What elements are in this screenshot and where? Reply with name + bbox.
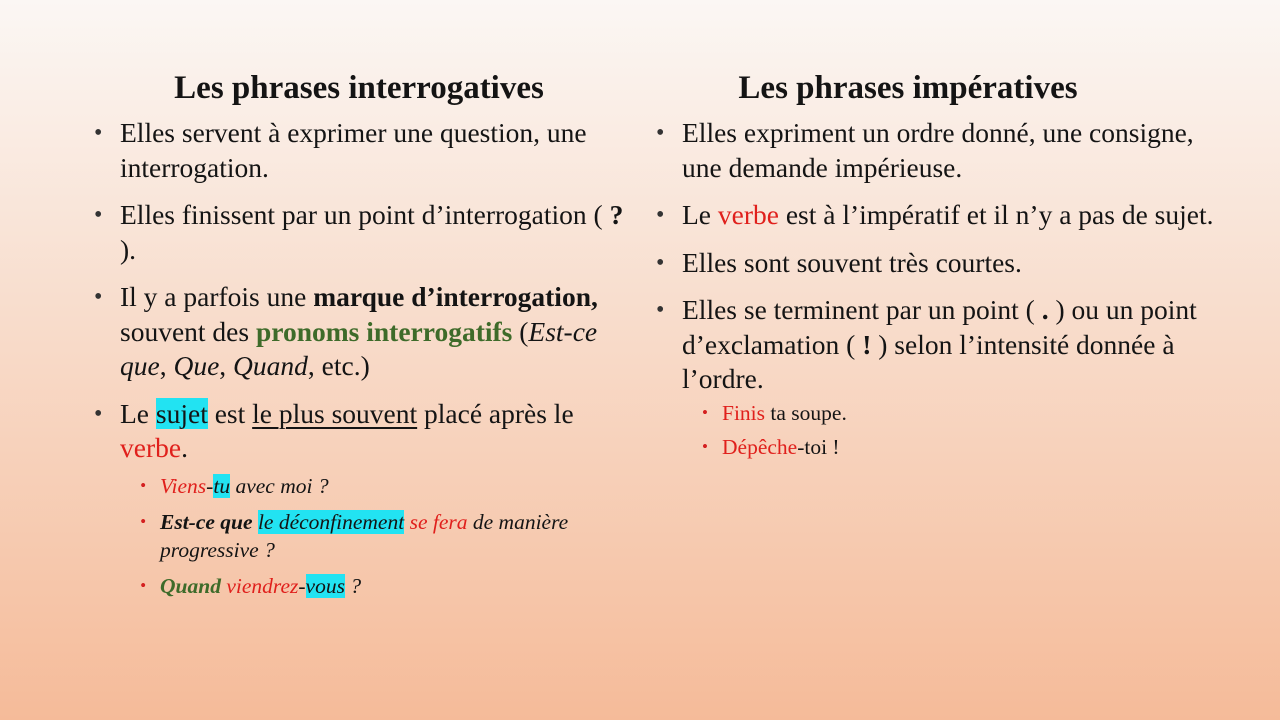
imperatives-column — [654, 66, 1214, 474]
example-item — [702, 433, 1214, 461]
list-item — [92, 280, 632, 384]
bullet-text: Elles finissent par un point d’interrogation ( — [120, 199, 610, 230]
bold-term: marque d’interrogation, — [313, 281, 598, 312]
example-verb: Viens — [160, 473, 207, 498]
example-verb: viendrez — [226, 573, 299, 598]
example-item — [702, 399, 1214, 427]
bullet-text: est — [207, 397, 253, 429]
example-rest: ? — [344, 573, 362, 598]
dash: - — [298, 573, 306, 598]
example-verb: se fera — [409, 509, 468, 534]
example-subject: tu — [213, 473, 231, 498]
interrogative-examples — [140, 472, 632, 600]
imperative-examples — [702, 399, 1214, 461]
bullet-text: Il y a parfois une — [120, 281, 314, 312]
bullet-text: Elles expriment un ordre donné, une consigne, une demande impérieuse. — [682, 117, 1194, 183]
example-question-word: Quand — [160, 573, 221, 598]
bullet-text: est à l’impératif et il n’y a pas de sujet. — [778, 199, 1214, 230]
bullet-text: ) selon l’intensité donnée à l’ordre. — [682, 328, 1175, 394]
bullet-text: Elles se terminent par un point ( — [682, 294, 1042, 325]
bullet-text: , etc.) — [307, 350, 370, 381]
imperatives-title: Les phrases impératives — [738, 70, 1078, 106]
example-verb: Finis — [722, 400, 766, 425]
bullet-text: Le — [682, 199, 718, 230]
separator: , — [159, 350, 174, 381]
bullet-text: Elles sont souvent très courtes. — [682, 246, 1022, 278]
list-item — [654, 198, 1214, 233]
example-pronoun: Que — [173, 350, 220, 381]
separator: , — [219, 350, 234, 381]
example-rest: -toi ! — [797, 434, 840, 459]
bullet-text: ( — [512, 315, 529, 347]
red-verbe: verbe — [120, 432, 182, 463]
example-pronoun: Quand — [233, 350, 308, 381]
list-item — [654, 116, 1214, 185]
list-item — [92, 397, 632, 600]
example-item — [140, 508, 632, 564]
bullet-text: Elles servent à exprimer une question, une interrogation. — [120, 117, 587, 183]
period-mark: . — [1041, 294, 1049, 325]
example-item — [140, 472, 632, 500]
example-verb: Dépêche — [722, 434, 798, 459]
dash: - — [206, 473, 214, 498]
list-item — [654, 293, 1214, 461]
list-item — [92, 116, 632, 185]
exclamation-mark: ! — [862, 328, 872, 360]
green-term: pronoms interrogatifs — [255, 315, 513, 347]
highlight-sujet: sujet — [155, 397, 208, 429]
bullet-text: souvent des — [120, 315, 256, 347]
bullet-text: placé après le — [417, 397, 574, 429]
interrogatives-title: Les phrases interrogatives — [174, 70, 544, 106]
bullet-text: ) ou un point d’exclamation ( — [682, 294, 1197, 360]
example-rest: ta soupe. — [765, 400, 847, 425]
interrogatives-column — [92, 66, 632, 613]
example-pronoun: Est-ce que — [120, 315, 598, 381]
list-item — [654, 246, 1214, 281]
interrogatives-list — [92, 116, 632, 600]
example-subject: le déconfinement — [257, 509, 405, 534]
example-rest: de manière progressive ? — [160, 509, 569, 562]
example-rest: avec moi ? — [230, 473, 329, 498]
bullet-text: ). — [120, 233, 137, 265]
example-subject: vous — [305, 573, 345, 598]
underlined-text: le plus souvent — [252, 397, 418, 429]
red-verbe: verbe — [717, 199, 779, 230]
bullet-text: Le — [120, 397, 156, 429]
list-item — [92, 198, 632, 267]
question-mark: ? — [609, 199, 624, 230]
example-question-word: Est-ce que — [160, 509, 253, 534]
imperatives-list — [654, 116, 1214, 461]
example-item — [140, 572, 632, 600]
bullet-text: . — [181, 432, 188, 463]
